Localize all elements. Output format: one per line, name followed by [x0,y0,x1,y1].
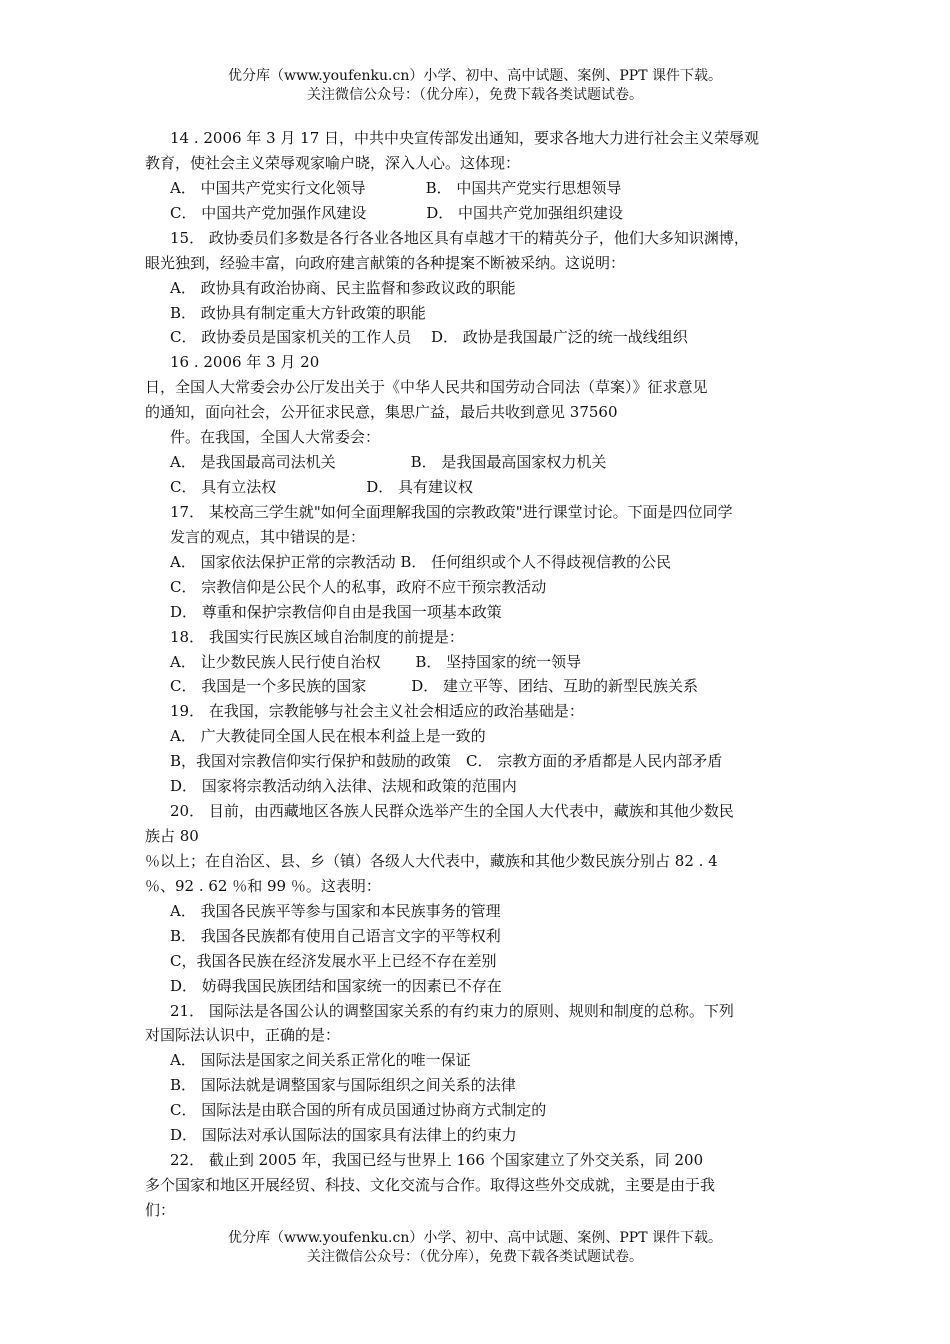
text-line: 对国际法认识中，正确的是： [145,1026,341,1044]
option-line: C，我国各民族在经济发展水平上已经不存在差别 [170,952,497,970]
option-line: A． 中国共产党实行文化领导 B． 中国共产党实行思想领导 [170,179,622,197]
text-line: 教育，使社会主义荣辱观家喻户晓，深入人心。这体现： [145,154,521,172]
text-line: 族占 80 [145,827,199,845]
header-line-1: 优分库（www.youfenku.cn）小学、初中、高中试题、案例、PPT 课件下载。 [227,68,722,84]
option-line: C． 具有立法权 D． 具有建议权 [170,478,474,496]
text-line: 20． 目前，由西藏地区各族人民群众选举产生的全国人大代表中，藏族和其他少数民 [170,802,734,820]
option-line: B． 我国各民族都有使用自己语言文字的平等权利 [170,927,501,945]
text-line: 21． 国际法是各国公认的调整国家关系的有约束力的原则、规则和制度的总称。下列 [170,1002,734,1020]
text-line: 17． 某校高三学生就"如何全面理解我国的宗教政策"进行课堂讨论。下面是四位同学 [170,503,733,521]
text-line: 15． 政协委员们多数是各行各业各地区具有卓越才干的精英分子，他们大多知识渊博， [170,229,749,247]
option-line: D． 国际法对承认国际法的国家具有法律上的约束力 [170,1126,517,1144]
text-line: 日，全国人大常委会办公厅发出关于《中华人民共和国劳动合同法（草案）》征求意见 [145,378,708,396]
option-line: A． 政协具有政治协商、民主监督和参政议政的职能 [170,279,516,297]
option-line: D． 尊重和保护宗教信仰自由是我国一项基本政策 [170,603,502,621]
text-line: 14 . 2006 年 3 月 17 日，中共中央宣传部发出通知，要求各地大力进行社会主义荣辱观 [170,129,760,147]
text-line: 发言的观点，其中错误的是： [170,528,366,546]
option-line: C． 我国是一个多民族的国家 D． 建立平等、团结、互助的新型民族关系 [170,677,699,695]
text-line: 22． 截止到 2005 年，我国已经与世界上 166 个国家建立了外交关系，同 200 [170,1151,704,1169]
page-header [0,67,950,105]
text-line: 多个国家和地区开展经贸、科技、文化交流与合作。取得这些外交成就，主要是由于我 [145,1176,716,1194]
text-line: ％以上；在自治区、县、乡（镇）各级人大代表中，藏族和其他少数民族分别占 82 . 4 [145,852,718,870]
text-line: 们： [145,1201,176,1219]
option-line: C． 中国共产党加强作风建设 D． 中国共产党加强组织建设 [170,204,624,222]
footer-line-2: 关注微信公众号：（优分库），免费下载各类试题试卷。 [307,1249,643,1265]
header-line-2: 关注微信公众号：（优分库），免费下载各类试题试卷。 [307,87,643,103]
option-line: B． 政协具有制定重大方针政策的职能 [170,304,426,322]
page-footer [0,1229,950,1267]
option-line: D． 妨碍我国民族团结和国家统一的因素已不存在 [170,977,502,995]
text-line: 件。在我国，全国人大常委会： [170,428,381,446]
text-line: 的通知，面向社会，公开征求民意，集思广益，最后共收到意见 37560 [145,403,618,421]
text-line: 19． 在我国，宗教能够与社会主义社会相适应的政治基础是： [170,702,584,720]
option-line: A． 国际法是国家之间关系正常化的唯一保证 [170,1051,471,1069]
text-line: 18． 我国实行民族区域自治制度的前提是： [170,628,464,646]
option-line: A． 广大教徒同全国人民在根本利益上是一致的 [170,727,486,745]
option-line: B． 国际法就是调整国家与国际组织之间关系的法律 [170,1076,516,1094]
option-line: A． 国家依法保护正常的宗教活动 B． 任何组织或个人不得歧视信教的公民 [170,553,672,571]
footer-line-1: 优分库（www.youfenku.cn）小学、初中、高中试题、案例、PPT 课件下载。 [227,1230,722,1246]
option-line: A． 我国各民族平等参与国家和本民族事务的管理 [170,902,501,920]
text-line: ％、92 . 62 ％和 99 ％。这表明： [145,877,381,895]
option-line: C． 宗教信仰是公民个人的私事，政府不应干预宗教活动 [170,578,547,596]
option-line: A． 是我国最高司法机关 B． 是我国最高国家权力机关 [170,453,607,471]
option-line: C． 政协委员是国家机关的工作人员 D． 政协是我国最广泛的统一战线组织 [170,328,688,346]
text-line: 16 . 2006 年 3 月 20 [170,353,320,371]
text-line: 眼光独到，经验丰富，向政府建言献策的各种提案不断被采纳。这说明： [145,254,626,272]
option-line: D． 国家将宗教活动纳入法律、法规和政策的范围内 [170,777,517,795]
option-line: A． 让少数民族人民行使自治权 B． 坚持国家的统一领导 [170,653,582,671]
option-line: C． 国际法是由联合国的所有成员国通过协商方式制定的 [170,1101,547,1119]
option-line: B，我国对宗教信仰实行保护和鼓励的政策 C． 宗教方面的矛盾都是人民内部矛盾 [170,752,723,770]
